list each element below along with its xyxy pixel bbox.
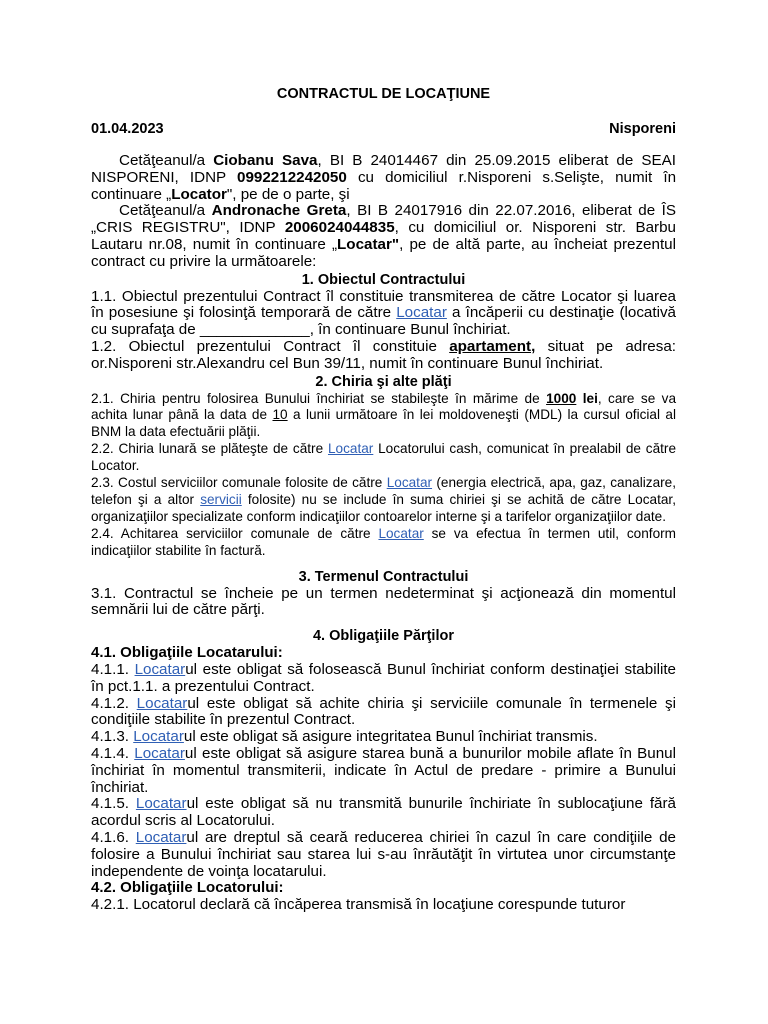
clause-number: 4.1.4. (91, 745, 135, 762)
text: 2.3. Costul serviciilor comunale folosite de către (91, 475, 387, 491)
document-title: CONTRACTUL DE LOCAŢIUNE (276, 86, 491, 102)
text: ul este obligat să folosească Bunul închiriat conform destinaţiei stabilite în pct.1.1. a prezentului Contract. (91, 661, 676, 695)
text: 2.2. Chiria lunară se plăteşte de către (91, 441, 328, 457)
locatar-role: Locatar" (337, 235, 400, 253)
text: ul este obligat să asigure integritatea Bunul închiriat transmis. (183, 728, 598, 746)
locatar-link[interactable]: Locatar (136, 694, 188, 712)
clause-2-1 (91, 391, 676, 442)
text: ul este obligat să nu transmită bunurile închiriate în sublocaţiune fără acordul scris al Locatorului. (91, 795, 677, 830)
locatar-link[interactable]: Locatar (135, 828, 187, 846)
rent-currency: lei (576, 390, 598, 406)
text: Cetăţeanul/a (119, 202, 212, 220)
text: (energia electrică, apa, gaz, canalizare, telefon şi a altor (91, 475, 676, 507)
text: situat pe adresa: or.Nisporeni str.Alexandru cel Bun 39/11, numit în continuare Bunul închiriat. (91, 337, 676, 372)
clause-4-2-1: 4.2.1. Locatorul declară că încăperea transmisă în locaţiune corespunde tuturor (91, 896, 626, 914)
clause-3-1: 3.1. Contractul se încheie pe un termen nedeterminat şi acţionează din momentul semnării lui de către părţi. (91, 584, 676, 619)
locatar-idnp: 2006024044835 (284, 219, 395, 237)
clause-4-1-5 (91, 796, 676, 830)
locator-role: Locator (171, 185, 227, 203)
party-locatar-paragraph (91, 203, 676, 270)
locatar-link[interactable]: Locatar (134, 661, 186, 679)
text: se va efectua în termen util, conform indicaţiilor stabilite în factură. (91, 525, 676, 558)
text: a încăperii cu destinaţie (locativă cu suprafaţa de _____________, în continuare Bunul închiriat. (91, 304, 676, 339)
clause-4-1-2 (91, 696, 676, 730)
text: 1.2. Obiectul prezentului Contract îl constituie (91, 337, 450, 355)
clause-2-2 (91, 441, 676, 475)
locator-name: Ciobanu Sava (213, 152, 318, 169)
text: Locatorului cash, comunicat în prealabil de către Locator. (91, 441, 677, 474)
text: ul este obligat să asigure starea bună a bunurilor mobile aflate în Bunul închiriat în momentul transmiterii, indicate în Actul de predare - primire a Bunului închiriat. (91, 745, 676, 796)
locatar-link[interactable]: Locatar (134, 745, 185, 762)
clause-number: 4.1.5. (91, 795, 136, 813)
rent-amount: 1000 (546, 390, 577, 406)
text: , BI B 24017916 din 22.07.2016, eliberat de ÎS „CRIS REGISTRU", IDNP (91, 202, 676, 237)
text: , cu domiciliul or. Nisporeni str. Barbu Lautaru nr.08, numit în continuare „ (91, 219, 676, 253)
clause-2-3 (91, 475, 676, 526)
clause-4-1-6 (91, 830, 676, 880)
date-place-line (91, 121, 676, 137)
section-3-heading: 3. Termenul Contractului (298, 568, 469, 585)
contract-date: 01.04.2023 (91, 121, 164, 137)
locatar-link[interactable]: Locatar (378, 525, 424, 541)
text: Cetăţeanul/a (119, 152, 214, 169)
section-4-heading: 4. Obligaţiile Părţilor (312, 628, 454, 645)
clause-2-4 (91, 526, 676, 560)
locatar-link[interactable]: Locatar (327, 441, 374, 457)
section-1-heading: 1. Obiectul Contractului (301, 271, 466, 288)
property-type: apartament, (449, 337, 536, 355)
locator-idnp: 0992212242050 (237, 168, 347, 186)
servicii-link[interactable]: servicii (200, 492, 242, 507)
subsection-4-2-heading: 4.2. Obligaţiile Locatorului: (91, 879, 284, 897)
locatar-link[interactable]: Locatar (133, 728, 184, 746)
section-2-heading: 2. Chiria şi alte plăţi (315, 373, 452, 390)
text: , care se va achita lunar până la data de (91, 390, 677, 423)
text: a lunii următoare în lei moldoveneşti (MDL) la cursul oficial al BNM la data efectuării plăţii. (91, 407, 676, 440)
text: ul are dreptul să ceară reducerea chiriei în cazul în care condiţiile de folosire a Bunului închiriat sau starea lui s-au înrăutăţit în virtutea unor circumstanţe independente de voinţa locatarului. (91, 828, 676, 880)
locatar-name: Andronache Greta (211, 202, 347, 220)
clause-4-1-4 (91, 746, 676, 796)
text: , BI B 24014467 din 25.09.2015 eliberat de SEAI NISPORENI, IDNP (91, 152, 676, 186)
clause-4-1-1 (91, 662, 676, 696)
payment-day: 10 (272, 407, 288, 423)
contract-place: Nisporeni (609, 121, 676, 137)
locatar-link[interactable]: Locatar (396, 304, 447, 322)
locatar-link[interactable]: Locatar (386, 475, 433, 491)
clause-1-2 (91, 339, 676, 373)
party-locator-paragraph (91, 153, 676, 203)
locatar-link[interactable]: Locatar (135, 795, 187, 813)
clause-number: 4.1.2. (91, 694, 137, 712)
text: ", pe de o parte, şi (226, 185, 350, 203)
clause-number: 4.1.3. (91, 728, 134, 746)
text: ul este obligat să achite chiria şi serviciile comunale în termenele şi condiţiile stabilite în prezentul Contract. (91, 694, 677, 729)
subsection-4-1-heading: 4.1. Obligaţiile Locatarului: (91, 644, 283, 662)
clause-1-1 (91, 289, 676, 339)
text: folosite) nu se include în suma chiriei şi se achită de către Locatar, organizaţiilor specializate conform indicaţiilor contoarelor interne şi a tarifelor organizaţiilor date. (91, 492, 676, 524)
contract-body (91, 153, 676, 914)
clause-4-1-3 (91, 729, 676, 746)
clause-number: 4.1.6. (91, 828, 136, 846)
text: , pe de altă parte, au încheiat prezentul contract cu privire la următoarele: (91, 235, 676, 270)
clause-number: 4.1.1. (91, 661, 135, 679)
text: 2.4. Achitarea serviciilor comunale de către (91, 525, 379, 541)
text: 2.1. Chiria pentru folosirea Bunului închiriat se stabileşte în mărime de (91, 390, 547, 406)
text: 1.1. Obiectul prezentului Contract îl constituie transmiterea de către Locator şi luarea în posesiune şi folosinţă temporară de către (91, 287, 676, 322)
text: cu domiciliul r.Nisporeni s.Selişte, numit în continuare „ (91, 168, 677, 203)
